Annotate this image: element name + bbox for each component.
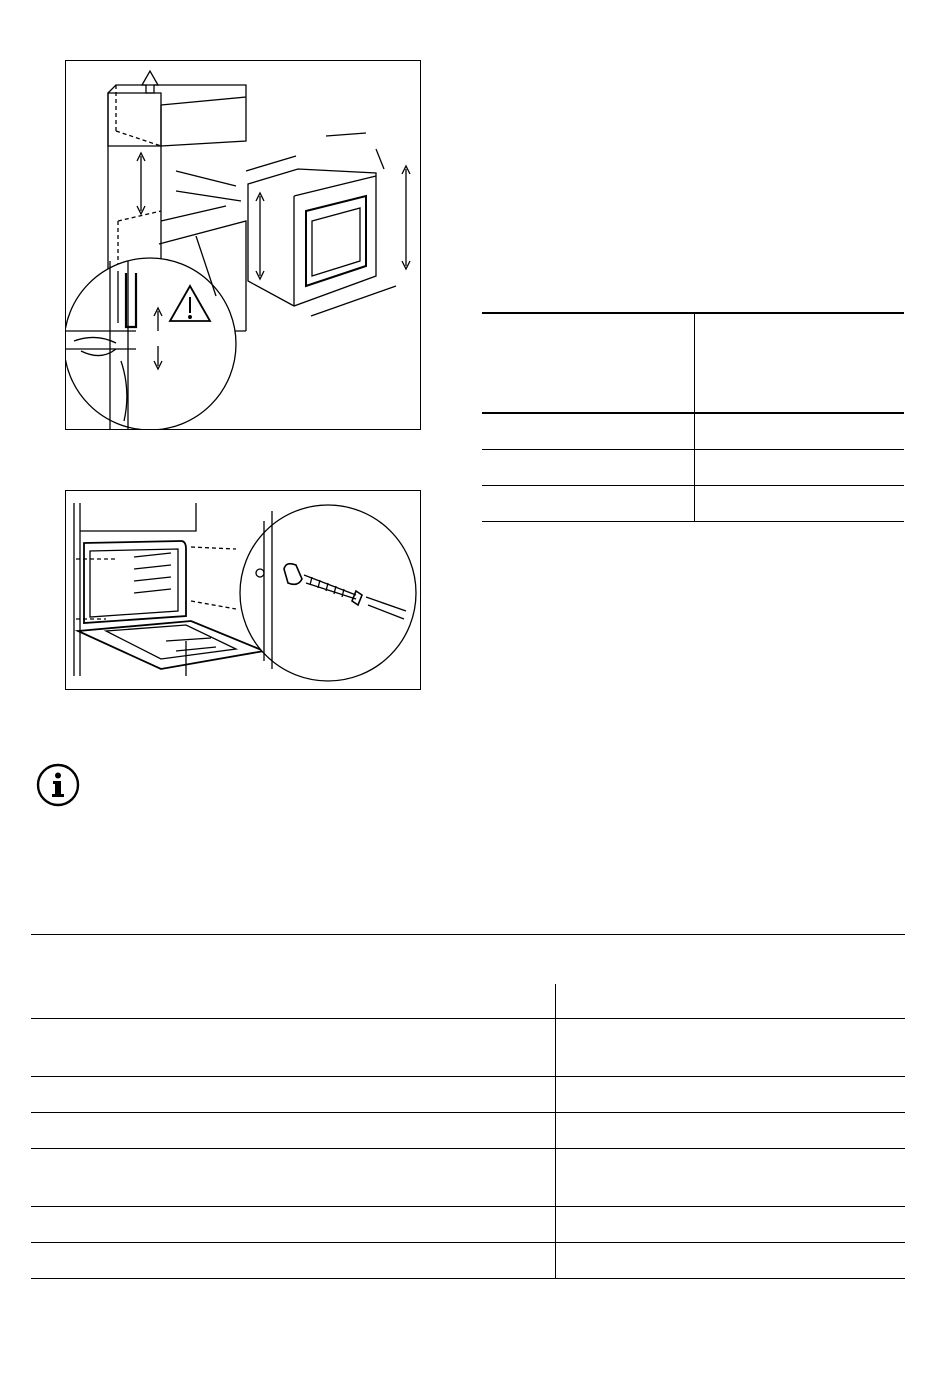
- up-arrow-icon: [142, 71, 158, 93]
- table-row: [482, 450, 904, 486]
- table-header-row: [482, 313, 904, 413]
- table-cell: [31, 1149, 556, 1207]
- table-cell: [556, 1149, 906, 1207]
- table-cell: [695, 450, 905, 486]
- dimensions-table: [482, 312, 904, 522]
- table-cell: [556, 984, 906, 1019]
- table-cell: [31, 1019, 556, 1077]
- table-row: [31, 1077, 905, 1113]
- table-cell: [482, 413, 695, 450]
- table-cell: [556, 1243, 906, 1279]
- table-row: [482, 413, 904, 450]
- section-divider: [31, 934, 905, 935]
- table-cell: [31, 1077, 556, 1113]
- installation-diagram: [65, 60, 421, 430]
- table-row: [31, 1019, 905, 1077]
- table-cell: [556, 1207, 906, 1243]
- table-cell: [556, 1077, 906, 1113]
- table-cell: [556, 1113, 906, 1149]
- table-cell: [31, 1243, 556, 1279]
- table-cell: [695, 413, 905, 450]
- table-cell: [31, 984, 556, 1019]
- table-cell: [31, 1113, 556, 1149]
- screw-fixing-diagram: [65, 490, 421, 690]
- table-cell: [556, 1019, 906, 1077]
- specification-table: [31, 984, 905, 1279]
- table-header-row: [31, 984, 905, 1019]
- table-cell: [482, 486, 695, 522]
- table-cell: [695, 313, 905, 413]
- table-row: [31, 1207, 905, 1243]
- table-row: [482, 486, 904, 522]
- table-cell: [31, 1207, 556, 1243]
- screw-fixing-drawing: [66, 491, 420, 689]
- table-row: [31, 1243, 905, 1279]
- table-row: [31, 1113, 905, 1149]
- table-cell: [482, 313, 695, 413]
- installation-drawing: [66, 61, 420, 429]
- table-cell: [695, 486, 905, 522]
- table-cell: [482, 450, 695, 486]
- table-row: [31, 1149, 905, 1207]
- info-icon: [36, 763, 80, 807]
